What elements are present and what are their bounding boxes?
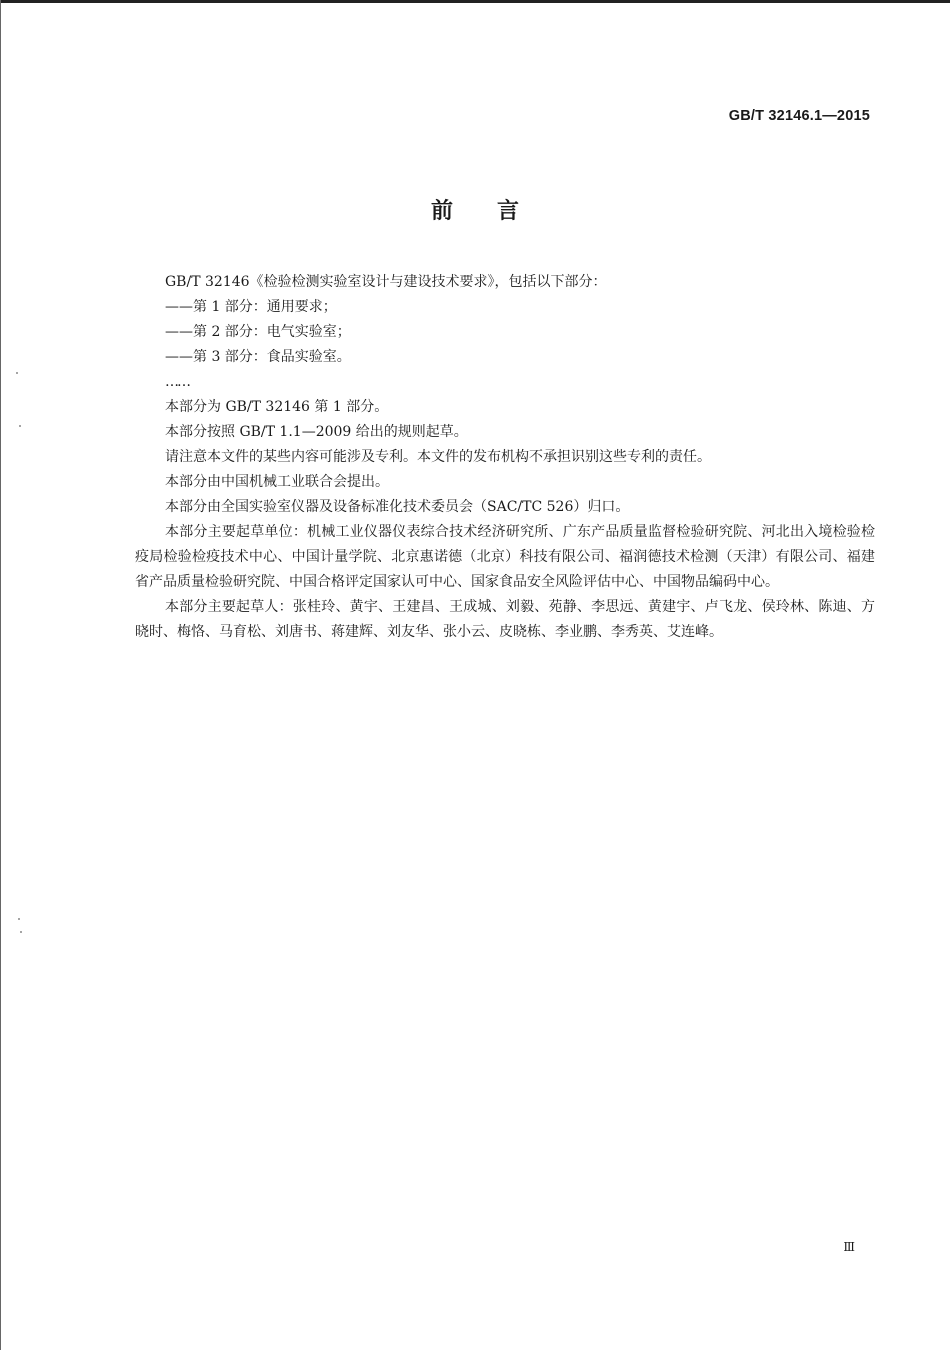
drafting-units-paragraph: 本部分主要起草单位：机械工业仪器仪表综合技术经济研究所、广东产品质量监督检验研究院、河北出入境检验检疫局检验检疫技术中心、中国计量学院、北京惠诺德（北京）科技有限公司、福润德技术检测（天津）有限公司、福建省产品质量检验研究院、中国合格评定国家认可中心、国家食品安全风险评估中心、中国物品编码中心。 <box>135 524 875 590</box>
drafting-rules-paragraph: 本部分按照 GB/T 1.1—2009 给出的规则起草。 <box>165 424 468 440</box>
page-title <box>0 194 950 225</box>
standard-number: GB/T 32146.1—2015 <box>728 108 870 124</box>
scan-speck <box>19 425 21 427</box>
part-item-3: ——第 3 部分：食品实验室。 <box>165 349 351 365</box>
this-part-paragraph: 本部分为 GB/T 32146 第 1 部分。 <box>165 399 389 415</box>
part-item-1: ——第 1 部分：通用要求； <box>165 299 337 315</box>
scan-speck <box>18 918 20 920</box>
scan-speck <box>16 372 18 374</box>
intro-paragraph: GB/T 32146《检验检测实验室设计与建设技术要求》，包括以下部分： <box>165 274 607 290</box>
title-char-1: 前 <box>430 199 453 224</box>
managed-by-paragraph: 本部分由全国实验室仪器及设备标准化技术委员会（SAC/TC 526）归口。 <box>165 499 630 515</box>
scan-speck <box>20 931 22 933</box>
page-number: Ⅲ <box>843 1240 854 1254</box>
part-item-2: ——第 2 部分：电气实验室； <box>165 324 351 340</box>
title-char-2: 言 <box>497 199 520 224</box>
patent-notice-paragraph: 请注意本文件的某些内容可能涉及专利。本文件的发布机构不承担识别这些专利的责任。 <box>165 449 711 465</box>
drafters-paragraph: 本部分主要起草人：张桂玲、黄宇、王建昌、王成城、刘毅、苑静、李思远、黄建宇、卢飞龙、侯玲林、陈迪、方晓时、梅恪、马育松、刘唐书、蒋建辉、刘友华、张小云、皮晓栋、李业鹏、李秀英、艾连峰。 <box>135 599 875 640</box>
foreword-body <box>135 270 875 645</box>
page-top-edge <box>0 0 950 3</box>
ellipsis: …… <box>165 374 189 390</box>
proposed-by-paragraph: 本部分由中国机械工业联合会提出。 <box>165 474 389 490</box>
